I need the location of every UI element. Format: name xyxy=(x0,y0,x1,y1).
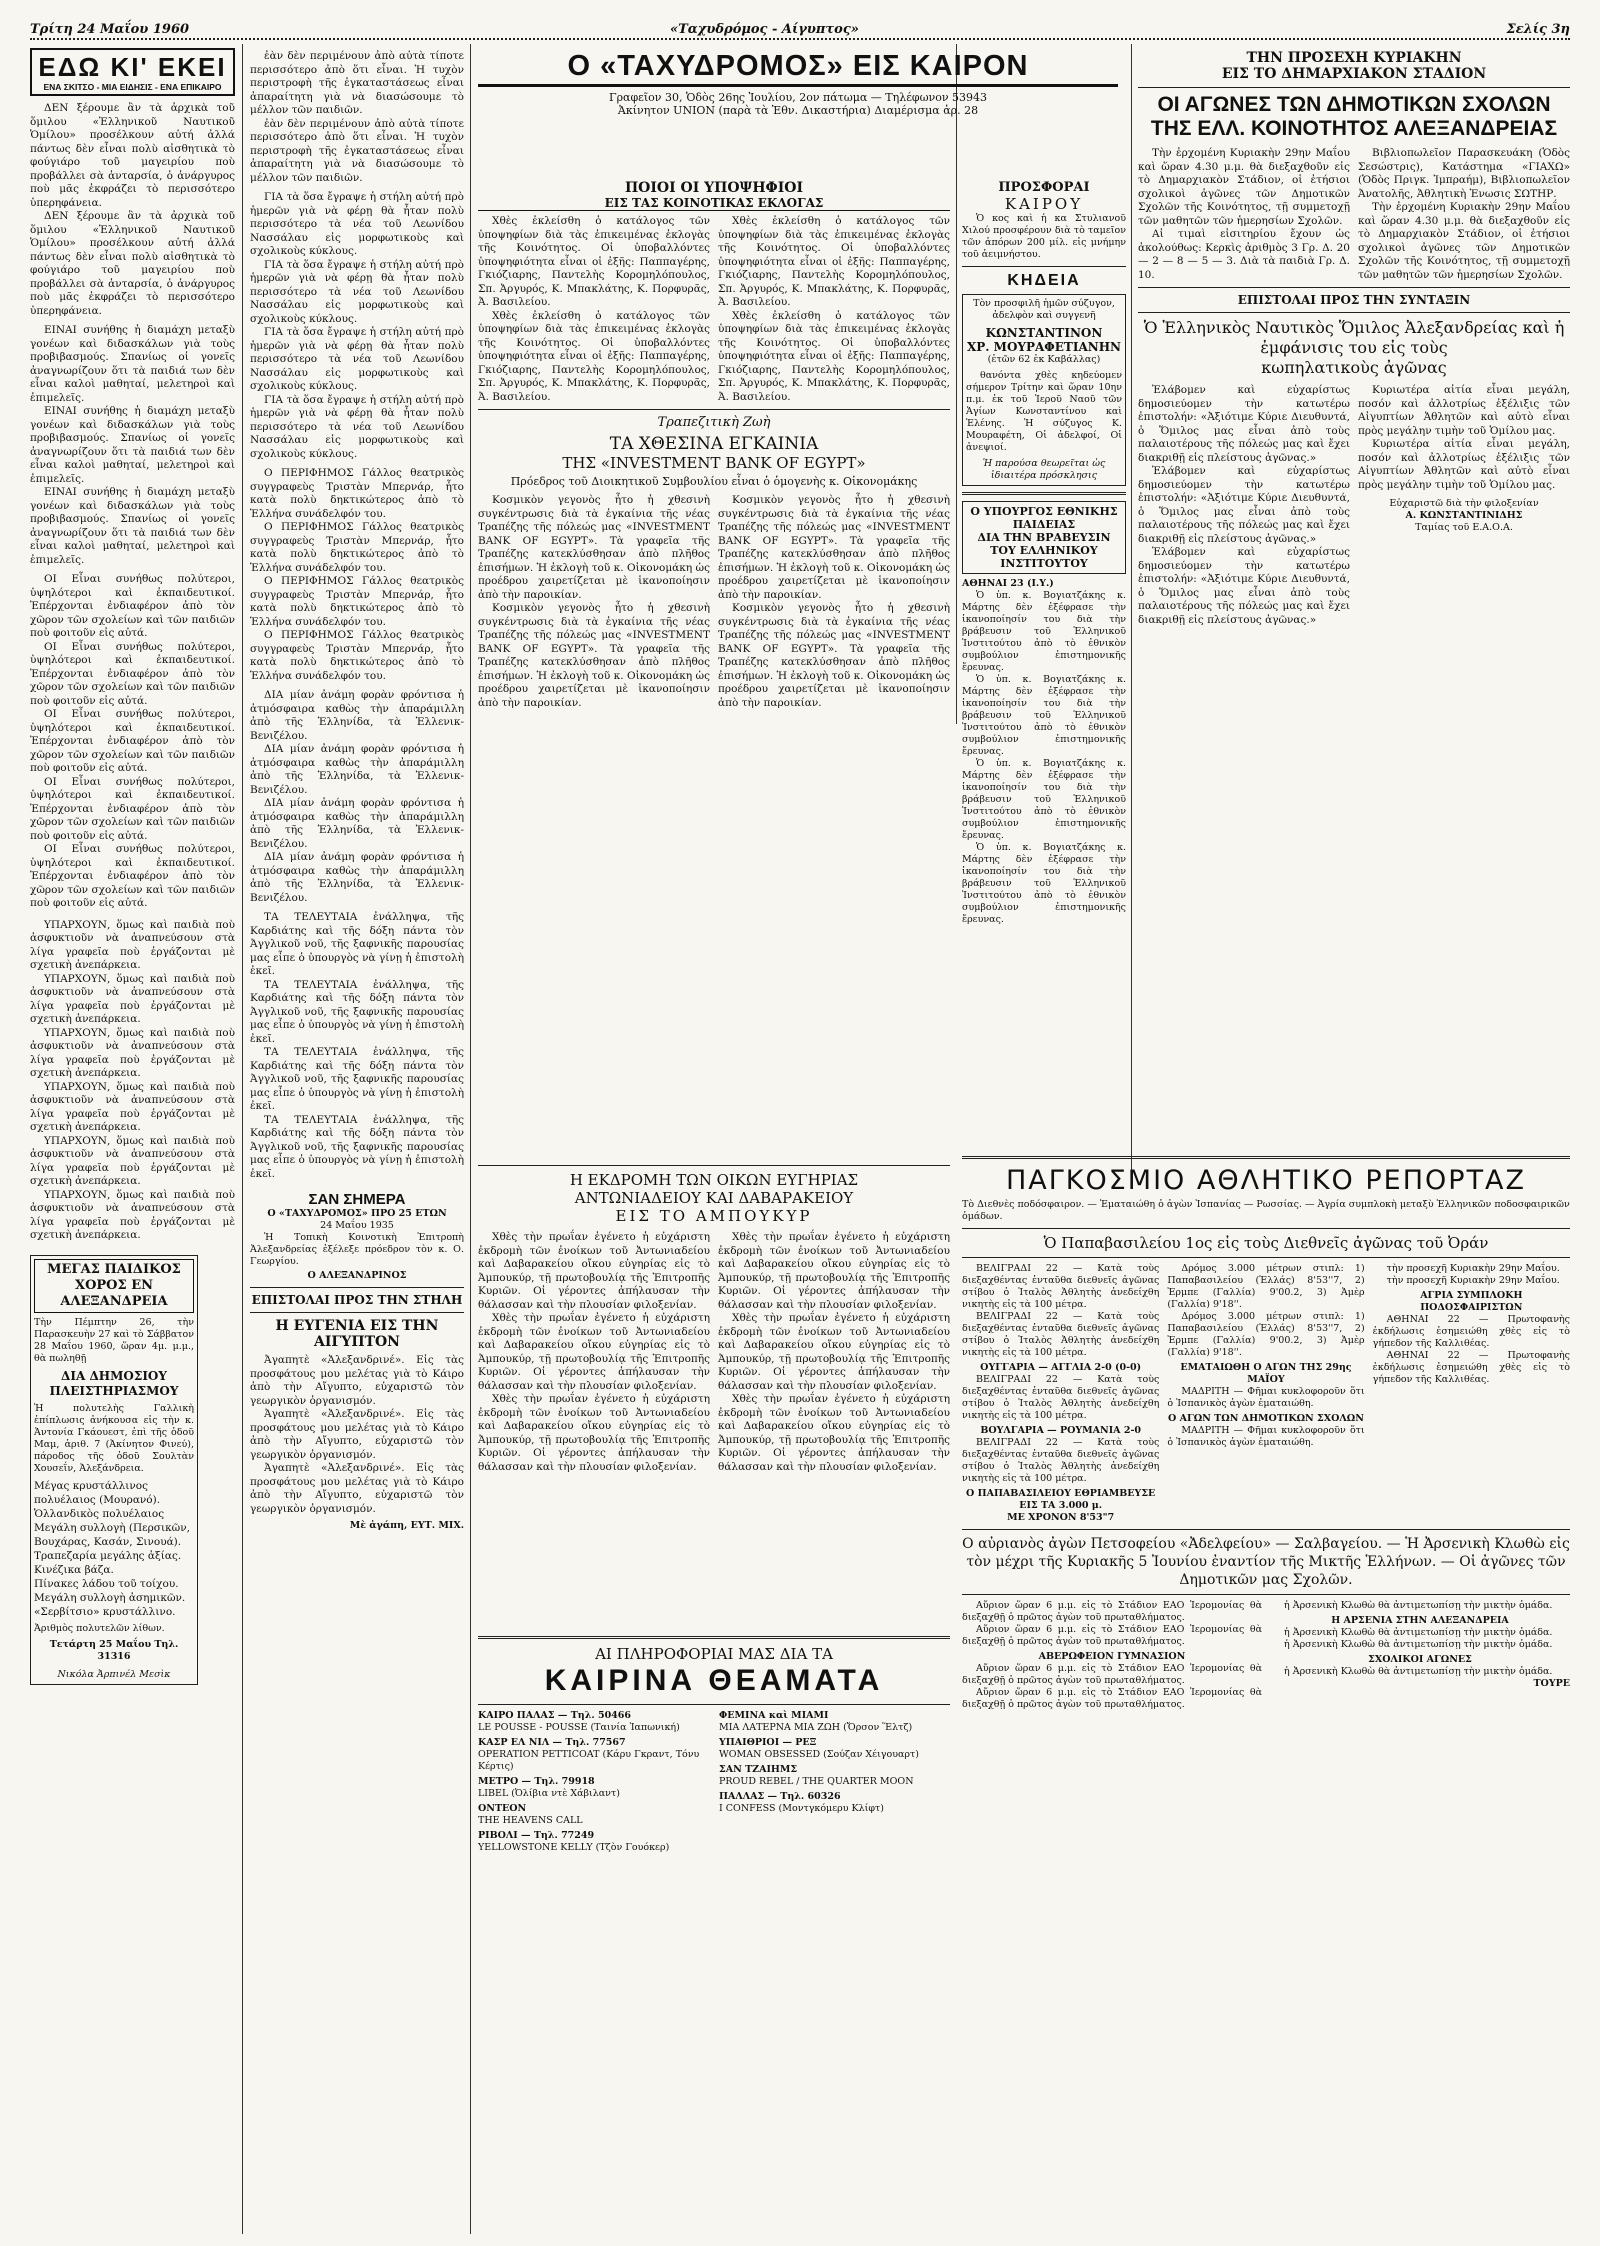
column-edo-ki-ekei xyxy=(30,44,235,2224)
cinemas-article xyxy=(478,1630,950,2190)
sports-report xyxy=(962,1150,1570,2190)
paragraph: ΔΙΑ μίαν ἀνάμη φορὰν φρόντισα ἡ ἀτμόσφαιρα καθὼς τὴν ἀπαράμιλλη ἀπὸ τῆς Ἑλληνίδα, τὰ Ἑλλενικ-Βενιζέλου. xyxy=(250,851,464,904)
paragraph: ΓΙΑ τὰ ὅσα ἔγραψε ἡ στήλη αὐτή πρὸ ἡμερῶν γιὰ νὰ φέρῃ θὰ ἦταν πολὺ περισσότερο τὰ νέα τοῦ Λεωνίδου Νασσάλαυ εἰς μορφωτικοὺς καὶ σχολικοὺς κύκλους. xyxy=(250,191,464,257)
column-rule xyxy=(242,44,243,2234)
paragraph: ΔΙΑ μίαν ἀνάμη φορὰν φρόντισα ἡ ἀτμόσφαιρα καθὼς τὴν ἀπαράμιλλη ἀπὸ τῆς Ἑλληνίδα, τὰ Ἑλλενικ-Βενιζέλου. xyxy=(250,797,464,850)
divider xyxy=(478,1704,950,1705)
paragraph: ΤΑ ΤΕΛΕΥΤΑΙΑ ἐνάλληψα, τῆς Καρδιάτης καὶ τῆς δόξη πάντα τὸν Ἀγγλικοῦ νοῦ, τῆς ξαφνικῆς παρουσίας μας εἶπε ὁ ὑπουργὸς νὰ γίνῃ ἡ ἐπιστολὴ ἐκεῖ. xyxy=(250,1113,464,1180)
list-item: Ὁλλανδικὸς πολυέλαιος xyxy=(34,1507,165,1520)
divider xyxy=(478,1165,950,1166)
column-title-box xyxy=(30,48,235,96)
paragraph: Ο ΠΕΡΙΦΗΜΟΣ Γάλλος θεατρικὸς συγγραφεὺς Τριστὰν Μπερνάρ, ἦτο κατὰ πολὺ δηκτικώτερος ἀπὸ τὸ Ἑλλήνα συνάδελφόν του. xyxy=(250,575,464,628)
list-item: Μεγάλη συλλογὴ (Περσικῶν, Βουχάρας, Κασάν, Σινουά). xyxy=(34,1521,190,1548)
auction-subtitle: ΔΙΑ ΔΗΜΟΣΙΟΥ ΠΛΕΙΣΤΗΡΙΑΣΜΟΥ xyxy=(49,1368,179,1398)
paragraph: Χθὲς τὴν πρωΐαν ἐγένετο ἡ εὐχάριστη ἐκδρομὴ τῶν ἐνοίκων τοῦ Ἀντωνιαδείου καὶ Δαβαρακείου οἴκου εὐγηρίας εἰς τὸ Ἀμπουκύρ, τῇ πρωτοβουλίᾳ τῆς Ἐπιτροπῆς Κυριῶν. Οἱ γέροντες ἀπήλαυσαν τὴν θάλασσαν καὶ τὴν πλουσίαν φιλοξενίαν. xyxy=(478,1312,710,1392)
divider xyxy=(478,1636,950,1639)
column-subtitle: ΕΝΑ ΣΚΙΤΣΟ - ΜΙΑ ΕΙΔΗΣΙΣ - ΕΝΑ ΕΠΙΚΑΙΡΟ xyxy=(43,82,222,92)
match-subhead: ΣΧΟΛΙΚΟΙ ΑΓΩΝΕΣ xyxy=(1368,1654,1472,1665)
paragraph: ΓΙΑ τὰ ὅσα ἔγραψε ἡ στήλη αὐτή πρὸ ἡμερῶν γιὰ νὰ φέρῃ θὰ ἦταν πολὺ περισσότερο τὰ νέα τοῦ Λεωνίδου Νασσάλαυ εἰς μορφωτικοὺς καὶ σχολικοὺς κύκλους. xyxy=(250,393,464,460)
cinema-film: THE HEAVENS CALL xyxy=(478,1815,583,1826)
paragraph: Ο ΠΕΡΙΦΗΜΟΣ Γάλλος θεατρικὸς συγγραφεὺς Τριστὰν Μπερνάρ, ἦτο κατὰ πολὺ δηκτικώτερος ἀπὸ τὸ Ἑλλήνα συνάδελφόν του. xyxy=(250,521,464,574)
paragraph: Ο ΠΕΡΙΦΗΜΟΣ Γάλλος θεατρικὸς συγγραφεὺς Τριστὰν Μπερνάρ, ἦτο κατὰ πολὺ δηκτικώτερος ἀπὸ τὸ Ἑλλήνα συνάδελφόν του. xyxy=(250,467,464,520)
bank-kicker: Τραπεζιτικὴ Ζωὴ xyxy=(657,415,771,430)
paragraph: ἡ Ἀρσενικὴ Κλωθὼ θὰ ἀντιμετωπίσῃ τὴν μικτὴν ὁμάδα. xyxy=(1284,1627,1553,1638)
years-ago-text: Ἡ Τοπικὴ Κοινοτικὴ Ἐπιτροπὴ Ἀλεξανδρείας ἐξέλεξε πρόεδρον τὸν κ. Ο. Γεωργίου. xyxy=(250,1232,464,1267)
cairo-banner xyxy=(478,44,1118,184)
cinema-name: ΥΠΑΙΘΡΙΟΙ — ΡΕΞ xyxy=(719,1737,817,1748)
stadium-title: ΟΙ ΑΓΩΝΕΣ ΤΩΝ ΔΗΜΟΤΙΚΩΝ ΣΧΟΛΩΝ xyxy=(1157,93,1551,116)
funeral-text: Τὸν προσφιλῆ ἡμῶν σύζυγον, ἀδελφὸν καὶ συγγενῆ xyxy=(973,298,1115,321)
match-subhead: Η ΑΡΣΕΝΙΑ ΣΤΗΝ ΑΛΕΞΑΝΔΡΕΙΑ xyxy=(1331,1615,1509,1626)
paragraph: ΑΘΗΝΑΙ 22 — Πρωτοφανὴς ἐκδήλωσις ἐσημειώθη χθὲς εἰς τὸ γήπεδον τῆς Καλλιθέας. xyxy=(1372,1350,1570,1385)
cinema-film: PROUD REBEL / THE QUARTER MOON xyxy=(719,1776,914,1787)
offers-text: Ὁ κος καὶ ἡ κα Στυλιανοῦ Χιλού προσφέρουν διὰ τὸ ταμεῖον τῶν ἀπόρων 200 μίλ. εἰς μνήμην τοῦ ἀειμνήστου. xyxy=(962,213,1126,260)
paragraph: Χθὲς τὴν πρωΐαν ἐγένετο ἡ εὐχάριστη ἐκδρομὴ τῶν ἐνοίκων τοῦ Ἀντωνιαδείου καὶ Δαβαρακείου οἴκου εὐγηρίας εἰς τὸ Ἀμπουκύρ, τῇ πρωτοβουλίᾳ τῆς Ἐπιτροπῆς Κυριῶν. Οἱ γέροντες ἀπήλαυσαν τὴν θάλασσαν καὶ τὴν πλουσίαν φιλοξενίαν. xyxy=(718,1312,950,1392)
years-ago-title: ΣΑΝ ΣΗΜΕΡΑ xyxy=(308,1191,406,1208)
paragraph: ΜΑΔΡΙΤΗ — Φῆμαι κυκλοφοροῦν ὅτι ὁ Ἰσπανικὸς ἀγὼν ἐματαιώθη. xyxy=(1167,1425,1365,1448)
funeral-name: ΚΩΝΣΤΑΝΤΙΝΟΝ xyxy=(985,326,1103,340)
offers-subtitle: ΚΑΙΡΟΥ xyxy=(1004,195,1084,213)
sports-subhead: ΑΓΡΙΑ ΣΥΜΠΛΟΚΗ ΠΟΔΟΣΦΑΙΡΙΣΤΩΝ xyxy=(1420,1290,1523,1313)
sports-subhead: Ο ΑΓΩΝ ΤΩΝ ΔΗΜΟΤΙΚΩΝ ΣΧΟΛΩΝ xyxy=(1168,1413,1364,1424)
list-item: «Σερβίτσιο» κρυστάλλινο. xyxy=(34,1605,176,1618)
letters-title: ΕΠΙΣΤΟΛΑΙ ΠΡΟΣ ΤΗΝ ΣΥΝΤΑΞΙΝ xyxy=(1237,293,1471,307)
paragraph: ΒΕΛΙΓΡΑΔΙ 22 — Κατὰ τοὺς διεξαχθέντας ἐνταῦθα διεθνεῖς ἀγῶνας στίβου ὁ Ἰταλὸς Ἀθλητὴς ἀνεδείχθη νικητὴς εἰς τὰ 100 μέτρα. xyxy=(962,1311,1160,1358)
column-rule xyxy=(470,44,471,2234)
paragraph: Χθὲς τὴν πρωΐαν ἐγένετο ἡ εὐχάριστη ἐκδρομὴ τῶν ἐνοίκων τοῦ Ἀντωνιαδείου καὶ Δαβαρακείου οἴκου εὐγηρίας εἰς τὸ Ἀμπουκύρ, τῇ πρωτοβουλίᾳ τῆς Ἐπιτροπῆς Κυριῶν. Οἱ γέροντες ἀπήλαυσαν τὴν θάλασσαν καὶ τὴν πλουσίαν φιλοξενίαν. xyxy=(478,1231,710,1311)
excursion-title: ΕΙΣ ΤΟ ΑΜΠΟΥΚΥΡ xyxy=(615,1207,813,1225)
letters-signature: Μὲ ἀγάπη, ΕΥΤ. ΜΙΧ. xyxy=(349,1520,464,1531)
funeral-age: (ἐτῶν 62 ἐκ Καβάλλας) xyxy=(987,354,1101,365)
list-item: Μεγάλη συλλογὴ ἀσημικῶν. xyxy=(34,1591,186,1604)
paragraph: Αἱ τιμαὶ εἰσιτηρίου ἔχουν ὡς ἀκολούθως: Κερκὶς ἀριθμὸς 3 Γρ. Δ. 20 — 2 — 8 — 5 — 3. Διὰ τὰ παιδιὰ Γρ. Δ. 10. xyxy=(1138,228,1350,281)
sports-subhead: ΕΜΑΤΑΙΩΘΗ Ο ΑΓΩΝ ΤΗΣ 29ης ΜΑΪΟΥ xyxy=(1180,1362,1352,1385)
divider xyxy=(250,1287,464,1288)
cinema-film: WOMAN OBSESSED (Σούζαν Χέιγουαρτ) xyxy=(719,1749,919,1760)
divider xyxy=(1138,312,1570,313)
minister-title: Ο ΥΠΟΥΡΓΟΣ ΕΘΝΙΚΗΣ ΠΑΙΔΕΙΑΣ xyxy=(970,505,1118,531)
sports-subhead: ΜΕ ΧΡΟΝΟΝ 8'53"7 xyxy=(1007,1512,1115,1523)
candidates-title: ΠΟΙΟΙ ΟΙ ΥΠΟΨΗΦΙΟΙ xyxy=(624,180,804,196)
bank-title: ΤΑ ΧΘΕΣΙΝΑ ΕΓΚΑΙΝΙΑ xyxy=(609,434,819,454)
paragraph: ΥΠΑΡΧΟΥΝ, ὅμως καὶ παιδιὰ ποὺ ἀσφυκτιοῦν νὰ ἀναπνεύσουν στὰ λίγα γραφεῖα ποὺ ἐργάζονται μὲ σχετικὴ ἀνεπάρκεια. xyxy=(30,1134,235,1187)
header-rule xyxy=(30,38,1570,40)
list-item: Τραπεζαρία μεγάλης ἀξίας. xyxy=(34,1549,182,1562)
cinema-film: ΜΙΑ ΛΑΤΕΡΝΑ ΜΙΑ ΖΩΗ (Ὄρσον Ἕλτζ) xyxy=(719,1722,913,1733)
bank-subtitle: Πρόεδρος τοῦ Διοικητικοῦ Συμβουλίου εἶναι ὁ ὁμογενὴς κ. Οἰκονομάκης xyxy=(510,475,918,488)
offers-title: ΠΡΟΣΦΟΡΑΙ xyxy=(998,180,1090,195)
minister-title: ΤΟΥ ΕΛΛΗΝΙΚΟΥ ΙΝΣΤΙΤΟΥΤΟΥ xyxy=(990,544,1098,570)
paragraph: ΓΙΑ τὰ ὅσα ἔγραψε ἡ στήλη αὐτή πρὸ ἡμερῶν γιὰ νὰ φέρῃ θὰ ἦταν πολὺ περισσότερο τὰ νέα τοῦ Λεωνίδου Νασσάλαυ εἰς μορφωτικοὺς καὶ σχολικοὺς κύκλους. xyxy=(250,326,464,392)
cinema-name: ΠΑΛΛΑΣ — Τηλ. 60326 xyxy=(719,1791,841,1802)
divider xyxy=(962,492,1126,495)
cinema-film: YELLOWSTONE KELLY (Τζὸν Γουόκερ) xyxy=(478,1842,670,1853)
auction-text: Τὴν Πέμπτην 26, τὴν Παρασκευὴν 27 καὶ τὸ Σάββατον 28 Μαΐου 1960, ὥραν 4μ. μ.μ., θὰ πωληθῇ xyxy=(34,1316,194,1364)
list-item: Κινέζικα βάζα. xyxy=(34,1563,114,1576)
paragraph: Βιβλιοπωλεῖον Παρασκευάκη (Ὁδὸς Σεσώστρις), Κατάστημα «ΓΙΑΧΩ» (Ὁδὸς Πριγκ. Ἰμπραήμ), Βιβλιοπωλεῖον Ἀνατολῆς, Ἀθλητικὴ Ἑνωσις ΣΩΤΗΡ. xyxy=(1358,147,1570,200)
paragraph: ΟΙ Εἶναι συνήθως πολύτεροι, ὑψηλότεροι καὶ ἐκπαιδευτικοί. Ἐπέρχονται ἐνδιαφέρον ἀπὸ τὸν χῶρον τῶν σχολείων καὶ τῶν παιδιῶν ποὺ φοιτοῦν εἰς αὐτά. xyxy=(30,640,235,707)
paragraph: ΤΑ ΤΕΛΕΥΤΑΙΑ ἐνάλληψα, τῆς Καρδιάτης καὶ τῆς δόξη πάντα τὸν Ἀγγλικοῦ νοῦ, τῆς ξαφνικῆς παρουσίας μας εἶπε ὁ ὑπουργὸς νὰ γίνῃ ἡ ἐπιστολὴ ἐκεῖ. xyxy=(250,911,464,977)
bank-title: ΤΗΣ «INVESTMENT BANK OF EGYPT» xyxy=(562,454,866,472)
paragraph: Ὁ ὑπ. κ. Βογιατζάκης κ. Μάρτης δὲν ἐξέφρασε τὴν ἱκανοποίησίν του διὰ τὴν βράβευσιν τοῦ Ἑλληνικοῦ Ἰνστιτούτου ἀπὸ τὸ ἐθνικὸν συμβούλιον ἐπιστημονικῆς ἔρευνας. xyxy=(962,590,1126,673)
cinema-film: OPERATION PETTICOAT (Κάρυ Γκραντ, Τόνυ Κέρτις) xyxy=(478,1749,700,1772)
paragraph: ΕΙΝΑΙ συνήθης ἡ διαμάχη μεταξὺ γονέων καὶ διδασκάλων γιὰ τοὺς προβιβασμούς. Σπανίως οἱ γονεῖς ἀναγνωρίζουν ὅτι τὰ παιδιά των δὲν εἶναι καλοὶ μαθηταί, μελετηροὶ καὶ ἐπιμελεῖς. xyxy=(30,324,235,404)
minister-box xyxy=(962,501,1126,574)
paragraph: ΟΙ Εἶναι συνήθως πολύτεροι, ὑψηλότεροι καὶ ἐκπαιδευτικοί. Ἐπέρχονται ἐνδιαφέρον ἀπὸ τὸν χῶρον τῶν σχολείων καὶ τῶν παιδιῶν ποὺ φοιτοῦν εἰς αὐτά. xyxy=(30,573,235,639)
header-paper-name: «Ταχυδρόμος - Αίγυπτος» xyxy=(670,22,859,37)
auction-ad xyxy=(30,1255,198,1685)
paragraph: Ὁ ὑπ. κ. Βογιατζάκης κ. Μάρτης δὲν ἐξέφρασε τὴν ἱκανοποίησίν του διὰ τὴν βράβευσιν τοῦ Ἑλληνικοῦ Ἰνστιτούτου ἀπὸ τὸ ἐθνικὸν συμβούλιον ἐπιστημονικῆς ἔρευνας. xyxy=(962,674,1126,757)
divider xyxy=(962,1529,1570,1530)
column-title: ΕΔΩ ΚΙ' ΕΚΕΙ xyxy=(38,52,227,82)
candidates-subtitle: ΕΙΣ ΤΑΣ ΚΟΙΝΟΤΙΚΑΣ ΕΚΛΟΓΑΣ xyxy=(478,196,950,211)
paragraph: Κοσμικὸν γεγονὸς ἦτο ἡ χθεσινὴ συγκέντρωσις διὰ τὰ ἐγκαίνια τῆς νέας Τραπέζης τῆς πόλεώς μας «INVESTMENT BANK OF EGYPT». Τὰ γραφεῖα τῆς Τραπέζης κατεκλύσθησαν ἀπὸ πλῆθος ἐπισήμων. Ἡ ἐκλογὴ τοῦ κ. Οἰκονομάκη ὡς προέδρου χαιρετίζεται μὲ ἱκανοποίησιν ἀπὸ τὴν παροικίαν. xyxy=(478,494,710,601)
stadium-title: ΤΗΣ ΕΛΛ. ΚΟΙΝΟΤΗΤΟΣ ΑΛΕΞΑΝΔΡΕΙΑΣ xyxy=(1150,117,1558,140)
list-item: Πίνακες λάδου τοῦ τοίχου. xyxy=(34,1577,179,1590)
paragraph: Ἀγαπητὲ «Ἀλεξανδρινέ». Εἰς τὰς προσφάτους μου μελέτας γιὰ τὸ Κάιρο ἀπὸ τὴν Αἴγυπτο, εὐχαριστῶ τὸν γεωργικὸν ὀργανισμόν. xyxy=(250,1354,464,1407)
paragraph: Τὴν ἐρχομένη Κυριακὴν 29ην Μαΐου καὶ ὥραν 4.30 μ.μ. θὰ διεξαχθοῦν εἰς τὸ Δημαρχιακὸν Στάδιον, οἱ ἐτήσιοι σχολικοὶ ἀγῶνες τῶν Δημοτικῶν Σχολῶν τῆς Κοινότητος, τῇ συμμετοχῇ τῶν μαθητῶν τῶν ἡμερησίων Σχολῶν. xyxy=(1138,147,1350,227)
cinemas-title: ΑΙ ΠΛΗΡΟΦΟΡΙΑΙ ΜΑΣ ΔΙΑ ΤΑ xyxy=(595,1645,833,1663)
cinemas-title: ΚΑΙΡΙΝΑ ΘΕΑΜΑΤΑ xyxy=(544,1664,884,1697)
letters-title: ΕΠΙΣΤΟΛΑΙ ΠΡΟΣ ΤΗΝ ΣΤΗΛΗ xyxy=(251,1293,463,1307)
paragraph: ΔΙΑ μίαν ἀνάμη φορὰν φρόντισα ἡ ἀτμόσφαιρα καθὼς τὴν ἀπαράμιλλη ἀπὸ τῆς Ἑλληνίδα, τὰ Ἑλλενικ-Βενιζέλου. xyxy=(250,689,464,742)
paragraph: Χθὲς τὴν πρωΐαν ἐγένετο ἡ εὐχάριστη ἐκδρομὴ τῶν ἐνοίκων τοῦ Ἀντωνιαδείου καὶ Δαβαρακείου οἴκου εὐγηρίας εἰς τὸ Ἀμπουκύρ, τῇ πρωτοβουλίᾳ τῆς Ἐπιτροπῆς Κυριῶν. Οἱ γέροντες ἀπήλαυσαν τὴν θάλασσαν καὶ τὴν πλουσίαν φιλοξενίαν. xyxy=(718,1393,950,1473)
paragraph: Ἐλάβομεν καὶ εὐχαρίστως δημοσιεύομεν τὴν κατωτέρω ἐπιστολήν: «Ἀξιότιμε Κύριε Διευθυντά, ὁ Ὅμιλος μας εἶναι ἀπὸ τοὺς παλαιοτέρους τῆς πόλεώς μας καὶ ἔχει διακριθῇ εἰς πλείστους ἀγῶνας.» xyxy=(1138,465,1350,545)
cinema-name: ΟΝΤΕΟΝ xyxy=(478,1803,527,1814)
paragraph: Αὔριον ὥραν 6 μ.μ. εἰς τὸ Στάδιον ΕΑΟ Ἱερομονίας θὰ διεξαχθῇ ὁ πρῶτος ἀγὼν τοῦ πρωταθλήματος. xyxy=(962,1687,1262,1710)
sports-headline: Ὁ Παπαβασιλείου 1ος εἰς τοὺς Διεθνεῖς ἀγῶνας τοῦ Ὀράν xyxy=(1043,1234,1489,1252)
paragraph: Κοσμικὸν γεγονὸς ἦτο ἡ χθεσινὴ συγκέντρωσις διὰ τὰ ἐγκαίνια τῆς νέας Τραπέζης τῆς πόλεώς μας «INVESTMENT BANK OF EGYPT». Τὰ γραφεῖα τῆς Τραπέζης κατεκλύσθησαν ἀπὸ πλῆθος ἐπισήμων. Ἡ ἐκλογὴ τοῦ κ. Οἰκονομάκη ὡς προέδρου χαιρετίζεται μὲ ἱκανοποίησιν ἀπὸ τὴν παροικίαν. xyxy=(718,602,950,709)
paragraph: ΟΙ Εἶναι συνήθως πολύτεροι, ὑψηλότεροι καὶ ἐκπαιδευτικοί. Ἐπέρχονται ἐνδιαφέρον ἀπὸ τὸν χῶρον τῶν σχολείων καὶ τῶν παιδιῶν ποὺ φοιτοῦν εἰς αὐτά. xyxy=(30,843,235,909)
paragraph: Χθὲς τὴν πρωΐαν ἐγένετο ἡ εὐχάριστη ἐκδρομὴ τῶν ἐνοίκων τοῦ Ἀντωνιαδείου καὶ Δαβαρακείου οἴκου εὐγηρίας εἰς τὸ Ἀμπουκύρ, τῇ πρωτοβουλίᾳ τῆς Ἐπιτροπῆς Κυριῶν. Οἱ γέροντες ἀπήλαυσαν τὴν θάλασσαν καὶ τὴν πλουσίαν φιλοξενίαν. xyxy=(718,1231,950,1311)
divider xyxy=(1138,87,1570,88)
paragraph: Κοσμικὸν γεγονὸς ἦτο ἡ χθεσινὴ συγκέντρωσις διὰ τὰ ἐγκαίνια τῆς νέας Τραπέζης τῆς πόλεώς μας «INVESTMENT BANK OF EGYPT». Τὰ γραφεῖα τῆς Τραπέζης κατεκλύσθησαν ἀπὸ πλῆθος ἐπισήμων. Ἡ ἐκλογὴ τοῦ κ. Οἰκονομάκη ὡς προέδρου χαιρετίζεται μὲ ἱκανοποίησιν ἀπὸ τὴν παροικίαν. xyxy=(718,494,950,601)
paragraph: Αὔριον ὥραν 6 μ.μ. εἰς τὸ Στάδιον ΕΑΟ Ἱερομονίας θὰ διεξαχθῇ ὁ πρῶτος ἀγὼν τοῦ πρωταθλήματος. xyxy=(962,1600,1262,1623)
paragraph: ΕΙΝΑΙ συνήθης ἡ διαμάχη μεταξὺ γονέων καὶ διδασκάλων γιὰ τοὺς προβιβασμούς. Σπανίως οἱ γονεῖς ἀναγνωρίζουν ὅτι τὰ παιδιά των δὲν εἶναι καλοὶ μαθηταί, μελετηροὶ καὶ ἐπιμελεῖς. xyxy=(30,486,235,566)
candidates-and-bank xyxy=(478,180,950,709)
auction-items xyxy=(34,1479,194,1619)
funeral-notice xyxy=(962,294,1126,486)
funeral-name: ΧΡ. ΜΟΥΡΑΦΕΤΙΑΝΗΝ xyxy=(966,340,1122,354)
divider xyxy=(962,1156,1570,1159)
paragraph: Ὁ ὑπ. κ. Βογιατζάκης κ. Μάρτης δὲν ἐξέφρασε τὴν ἱκανοποίησίν του διὰ τὴν βράβευσιν τοῦ Ἑλληνικοῦ Ἰνστιτούτου ἀπὸ τὸ ἐθνικὸν συμβούλιον ἐπιστημονικῆς ἔρευνας. xyxy=(962,842,1126,925)
excursion-article xyxy=(478,1160,950,1600)
list-item: Μέγας κρυστάλλινος πολυέλαιος (Μουρανό). xyxy=(34,1479,161,1506)
paragraph: ἐὰν δὲν περιμένουν ἀπὸ αὐτὰ τίποτε περισσότερο ἀπὸ ὅτι εἶναι. Ἡ τυχὸν περιστροφὴ τῆς ἐγκαταστάσεως εἶναι ἀπαραίτητη γιὰ νὰ διασώσουμε τὸ μέλλον τῶν παιδιῶν. xyxy=(250,117,464,184)
paragraph: ΟΙ Εἶναι συνήθως πολύτεροι, ὑψηλότεροι καὶ ἐκπαιδευτικοί. Ἐπέρχονται ἐνδιαφέρον ἀπὸ τὸν χῶρον τῶν σχολείων καὶ τῶν παιδιῶν ποὺ φοιτοῦν εἰς αὐτά. xyxy=(30,708,235,774)
paragraph: ΔΙΑ μίαν ἀνάμη φορὰν φρόντισα ἡ ἀτμόσφαιρα καθὼς τὴν ἀπαράμιλλη ἀπὸ τῆς Ἑλληνίδα, τὰ Ἑλλενικ-Βενιζέλου. xyxy=(250,743,464,796)
paragraph: ΥΠΑΡΧΟΥΝ, ὅμως καὶ παιδιὰ ποὺ ἀσφυκτιοῦν νὰ ἀναπνεύσουν στὰ λίγα γραφεῖα ποὺ ἐργάζονται μὲ σχετικὴ ἀνεπάρκεια. xyxy=(30,1188,235,1241)
minister-title: ΔΙΑ ΤΗΝ ΒΡΑΒΕΥΣΙΝ xyxy=(977,531,1111,544)
auction-footer: Ἀριθμὸς πολυτελῶν λίθων. xyxy=(34,1622,165,1634)
divider xyxy=(962,1257,1570,1258)
paragraph: Τὴν ἐρχομένη Κυριακὴν 29ην Μαΐου καὶ ὥραν 4.30 μ.μ. θὰ διεξαχθοῦν εἰς τὸ Δημαρχιακὸν Στάδιον, οἱ ἐτήσιοι σχολικοὶ ἀγῶνες τῶν Δημοτικῶν Σχολῶν τῆς Κοινότητος, τῇ συμμετοχῇ τῶν μαθητῶν τῶν ἡμερησίων Σχολῶν. xyxy=(1358,201,1570,281)
column-continued xyxy=(250,44,464,2224)
paragraph: Ἐλάβομεν καὶ εὐχαρίστως δημοσιεύομεν τὴν κατωτέρω ἐπιστολήν: «Ἀξιότιμε Κύριε Διευθυντά, ὁ Ὅμιλος μας εἶναι ἀπὸ τοὺς παλαιοτέρους τῆς πόλεώς μας καὶ ἔχει διακριθῇ εἰς πλείστους ἀγῶνας.» xyxy=(1138,384,1350,464)
letters-heading: Η ΕΥΓΕΝΙΑ ΕΙΣ ΤΗΝ ΑΙΓΥΠΤΟΝ xyxy=(275,1318,439,1350)
paragraph: Χθὲς ἐκλείσθη ὁ κατάλογος τῶν ὑποψηφίων διὰ τὰς ἐπικειμένας ἐκλογὰς τῆς Κοινότητος. Οἱ ὑποβαλλόντες ὑποψηφιότητα εἶναι οἱ ἐξῆς: Παππαγέρης, Γκιόζιαρης, Παντελὴς Κορομηλόπουλος, Σπ. Ἀργυρός, Κ. Μπακλάτης, Κ. Πορφυρᾶς, Ἀ. Βασιλείου. xyxy=(718,215,950,308)
paragraph: Δρόμος 3.000 μέτρων στιπλ: 1) Παπαβασιλείου (Ἑλλάς) 8'53''7, 2) Ἐρμπε (Γαλλία) 9'00.2, 3) Ἀμὲρ (Γαλλία) 9'18''. xyxy=(1167,1311,1365,1358)
paragraph: ΔΕΝ ξέρουμε ἂν τὰ ἀρχικὰ τοῦ ὅμιλου «Ἑλληνικοῦ Ναυτικοῦ Ὁμίλου» προσέλκουν αὐτή ἀλλά πάντως δὲν εἶναι πολὺ αἰσθητικὰ τὸ φούγιάρο τοῦ μαγειρίου ποὺ προβάλλει σὰ ἀνταρσία, ὁ ἀνάργυρος ποὺ μᾶς ἐκφράζει τὸ περισσότερο ὑπερηφάνεια. xyxy=(30,102,235,209)
club-title: Ὁ Ἑλληνικὸς Ναυτικὸς Ὅμιλος Ἀλεξανδρείας καὶ ἡ ἐμφάνισις του εἰς τοὺς xyxy=(1143,318,1565,357)
cairo-banner-title: Ο «ΤΑΧΥΔΡΟΜΟΣ» ΕΙΣ ΚΑΙΡΟΝ xyxy=(478,48,1118,87)
minister-dateline: ΑΘΗΝΑΙ 23 (Ι.Υ.) xyxy=(962,578,1054,589)
paragraph: Χθὲς ἐκλείσθη ὁ κατάλογος τῶν ὑποψηφίων διὰ τὰς ἐπικειμένας ἐκλογὰς τῆς Κοινότητος. Οἱ ὑποβαλλόντες ὑποψηφιότητα εἶναι οἱ ἐξῆς: Παππαγέρης, Γκιόζιαρης, Παντελὴς Κορομηλόπουλος, Σπ. Ἀργυρός, Κ. Μπακλάτης, Κ. Πορφυρᾶς, Ἀ. Βασιλείου. xyxy=(478,309,710,403)
divider xyxy=(962,1594,1570,1595)
cairo-address-line: Γραφεῖον 30, Ὁδὸς 26ης Ἰουλίου, 2ον πάτωμα — Τηλέφωνον 53943 xyxy=(608,91,988,104)
paragraph: ΑΘΗΝΑΙ 22 — Πρωτοφανὴς ἐκδήλωσις ἐσημειώθη χθὲς εἰς τὸ γήπεδον τῆς Καλλιθέας. xyxy=(1372,1314,1570,1349)
club-signature: Εὐχαριστῶ διὰ τὴν φιλοξενίαν xyxy=(1389,498,1539,509)
club-title: κωπηλατικοὺς ἀγῶνας xyxy=(1261,358,1447,377)
divider xyxy=(478,409,950,410)
match-signature: ΤΟΥΡΕ xyxy=(1533,1678,1570,1689)
funeral-title: ΚΗΔΕΙΑ xyxy=(1007,272,1081,289)
divider xyxy=(962,266,1126,267)
paragraph: τὴν προσεχῆ Κυριακὴν 29ην Μαΐου. xyxy=(1386,1263,1560,1274)
paragraph: ΜΑΔΡΙΤΗ — Φῆμαι κυκλοφοροῦν ὅτι ὁ Ἰσπανικὸς ἀγὼν ἐματαιώθη. xyxy=(1167,1386,1365,1409)
auction-date: Τετάρτη 25 Μαΐου Τηλ. 31316 xyxy=(49,1638,179,1662)
excursion-title: ΑΝΤΩΝΙΑΔΕΙΟΥ ΚΑΙ ΔΑΒΑΡΑΚΕΙΟΥ xyxy=(574,1189,854,1207)
paragraph: Ἀγαπητὲ «Ἀλεξανδρινέ». Εἰς τὰς προσφάτους μου μελέτας γιὰ τὸ Κάιρο ἀπὸ τὴν Αἴγυπτο, εὐχαριστῶ τὸν γεωργικὸν ὀργανισμόν. xyxy=(250,1408,464,1461)
paragraph: Χθὲς ἐκλείσθη ὁ κατάλογος τῶν ὑποψηφίων διὰ τὰς ἐπικειμένας ἐκλογὰς τῆς Κοινότητος. Οἱ ὑποβαλλόντες ὑποψηφιότητα εἶναι οἱ ἐξῆς: Παππαγέρης, Γκιόζιαρης, Παντελὴς Κορομηλόπουλος, Σπ. Ἀργυρός, Κ. Μπακλάτης, Κ. Πορφυρᾶς, Ἀ. Βασιλείου. xyxy=(718,309,950,403)
page-header xyxy=(30,22,1570,44)
cinema-name: ΚΑΣΡ ΕΛ ΝΙΛ — Τηλ. 77567 xyxy=(478,1737,626,1748)
sports-title: ΠΑΓΚΟΣΜΙΟ ΑΘΛΗΤΙΚΟ ΡΕΠΟΡΤΑΖ xyxy=(1005,1165,1527,1196)
stadium-kicker: ΕΙΣ ΤΟ ΔΗΜΑΡΧΙΑΚΟΝ ΣΤΑΔΙΟΝ xyxy=(1221,66,1487,82)
cairo-address-line: Ἀκίνητον UNION (παρὰ τὰ Ἐθν. Δικαστήρια) Διαμέρισμα ἀρ. 28 xyxy=(617,104,979,117)
paragraph: ΥΠΑΡΧΟΥΝ, ὅμως καὶ παιδιὰ ποὺ ἀσφυκτιοῦν νὰ ἀναπνεύσουν στὰ λίγα γραφεῖα ποὺ ἐργάζονται μὲ σχετικὴ ἀνεπάρκεια. xyxy=(30,972,235,1025)
years-ago-subtitle: Ο «ΤΑΧΥΔΡΟΜΟΣ» ΠΡΟ 25 ΕΤΩΝ xyxy=(267,1208,447,1219)
paragraph: Αὔριον ὥραν 6 μ.μ. εἰς τὸ Στάδιον ΕΑΟ Ἱερομονίας θὰ διεξαχθῇ ὁ πρῶτος ἀγὼν τοῦ πρωταθλήματος. xyxy=(962,1624,1262,1647)
cinema-name: ΚΑΙΡΟ ΠΑΛΑΣ — Τηλ. 50466 xyxy=(478,1710,632,1721)
cinema-name: ΡΙΒΟΛΙ — Τηλ. 77249 xyxy=(478,1830,595,1841)
column-rule xyxy=(1131,44,1132,1184)
paragraph: Αὔριον ὥραν 6 μ.μ. εἰς τὸ Στάδιον ΕΑΟ Ἱερομονίας θὰ διεξαχθῇ ὁ πρῶτος ἀγὼν τοῦ πρωταθλήματος. xyxy=(962,1663,1262,1686)
paragraph: ἐὰν δὲν περιμένουν ἀπὸ αὐτὰ τίποτε περισσότερο ἀπὸ ὅτι εἶναι. Ἡ τυχὸν περιστροφὴ τῆς ἐγκαταστάσεως εἶναι ἀπαραίτητη γιὰ νὰ διασώσουμε τὸ μέλλον τῶν παιδιῶν. xyxy=(250,50,464,116)
paragraph: Κοσμικὸν γεγονὸς ἦτο ἡ χθεσινὴ συγκέντρωσις διὰ τὰ ἐγκαίνια τῆς νέας Τραπέζης τῆς πόλεώς μας «INVESTMENT BANK OF EGYPT». Τὰ γραφεῖα τῆς Τραπέζης κατεκλύσθησαν ἀπὸ πλῆθος ἐπισήμων. Ἡ ἐκλογὴ τοῦ κ. Οἰκονομάκη ὡς προέδρου χαιρετίζεται μὲ ἱκανοποίησιν ἀπὸ τὴν παροικίαν. xyxy=(478,602,710,709)
divider xyxy=(1138,287,1570,288)
paragraph: τὴν προσεχῆ Κυριακὴν 29ην Μαΐου. xyxy=(1386,1275,1560,1286)
paragraph: ΓΙΑ τὰ ὅσα ἔγραψε ἡ στήλη αὐτή πρὸ ἡμερῶν γιὰ νὰ φέρῃ θὰ ἦταν πολὺ περισσότερο τὰ νέα τοῦ Λεωνίδου Νασσάλαυ εἰς μορφωτικοὺς καὶ σχολικοὺς κύκλους. xyxy=(250,258,464,325)
cinema-film: LE POUSSE - POUSSE (Ταινία Ἰαπωνική) xyxy=(478,1722,680,1733)
divider xyxy=(250,1312,464,1313)
paragraph: Κυριωτέρα αἰτία εἶναι μεγάλη, ποσόν καὶ ἀλλοτρίως ἐξέλιξις τῶν Αἰγυπτίων Ἀθλητῶν καὶ αὐτὸ εἶναι πρὸς μεγάλην τιμὴν τοῦ Ὁμίλου μας. xyxy=(1358,384,1570,437)
paragraph: Κυριωτέρα αἰτία εἶναι μεγάλη, ποσόν καὶ ἀλλοτρίως ἐξέλιξις τῶν Αἰγυπτίων Ἀθλητῶν καὶ αὐτὸ εἶναι πρὸς μεγάλην τιμὴν τοῦ Ὁμίλου μας. xyxy=(1358,438,1570,491)
paragraph: ΕΙΝΑΙ συνήθης ἡ διαμάχη μεταξὺ γονέων καὶ διδασκάλων γιὰ τοὺς προβιβασμούς. Σπανίως οἱ γονεῖς ἀναγνωρίζουν ὅτι τὰ παιδιά των δὲν εἶναι καλοὶ μαθηταί, μελετηροὶ καὶ ἐπιμελεῖς. xyxy=(30,405,235,485)
excursion-title: Η ΕΚΔΡΟΜΗ ΤΩΝ ΟΙΚΩΝ ΕΥΓΗΡΙΑΣ xyxy=(569,1171,859,1189)
paragraph: ΤΑ ΤΕΛΕΥΤΑΙΑ ἐνάλληψα, τῆς Καρδιάτης καὶ τῆς δόξη πάντα τὸν Ἀγγλικοῦ νοῦ, τῆς ξαφνικῆς παρουσίας μας εἶπε ὁ ὑπουργὸς νὰ γίνῃ ἡ ἐπιστολὴ ἐκεῖ. xyxy=(250,978,464,1045)
paragraph: ΔΕΝ ξέρουμε ἂν τὰ ἀρχικὰ τοῦ ὅμιλου «Ἑλληνικοῦ Ναυτικοῦ Ὁμίλου» προσέλκουν αὐτή ἀλλά πάντως δὲν εἶναι πολὺ αἰσθητικὰ τὸ φούγιάρο τοῦ μαγειρίου ποὺ προβάλλει σὰ ἀνταρσία, ὁ ἀνάργυρος ποὺ μᾶς ἐκφράζει τὸ περισσότερο ὑπερηφάνεια. xyxy=(30,210,235,317)
years-ago-date: 24 Μαΐου 1935 xyxy=(320,1220,394,1231)
paragraph: ἡ Ἀρσενικὴ Κλωθὼ θὰ ἀντιμετωπίσῃ τὴν μικτὴν ὁμάδα. xyxy=(1284,1666,1553,1677)
paragraph: ΥΠΑΡΧΟΥΝ, ὅμως καὶ παιδιὰ ποὺ ἀσφυκτιοῦν νὰ ἀναπνεύσουν στὰ λίγα γραφεῖα ποὺ ἐργάζονται μὲ σχετικὴ ἀνεπάρκεια. xyxy=(30,1080,235,1133)
years-ago-signature: Ο ΑΛΕΞΑΝΔΡΙΝΟΣ xyxy=(307,1270,407,1281)
cinema-name: ΦΕΜΙΝΑ καὶ ΜΙΑΜΙ xyxy=(719,1710,829,1721)
paragraph: Χθὲς ἐκλείσθη ὁ κατάλογος τῶν ὑποψηφίων διὰ τὰς ἐπικειμένας ἐκλογὰς τῆς Κοινότητος. Οἱ ὑποβαλλόντες ὑποψηφιότητα εἶναι οἱ ἐξῆς: Παππαγέρης, Γκιόζιαρης, Παντελὴς Κορομηλόπουλος, Σπ. Ἀργυρός, Κ. Μπακλάτης, Κ. Πορφυρᾶς, Ἀ. Βασιλείου. xyxy=(478,215,710,308)
paragraph: Ἀγαπητὲ «Ἀλεξανδρινέ». Εἰς τὰς προσφάτους μου μελέτας γιὰ τὸ Κάιρο ἀπὸ τὴν Αἴγυπτο, εὐχαριστῶ τὸν γεωργικὸν ὀργανισμόν. xyxy=(250,1462,464,1515)
stadium-and-club xyxy=(1138,44,1570,1124)
auction-signature: Νικόλα Ἀρπινέλ Μεσὶκ xyxy=(57,1668,171,1680)
paragraph: ΥΠΑΡΧΟΥΝ, ὅμως καὶ παιδιὰ ποὺ ἀσφυκτιοῦν νὰ ἀναπνεύσουν στὰ λίγα γραφεῖα ποὺ ἐργάζονται μὲ σχετικὴ ἀνεπάρκεια. xyxy=(30,1026,235,1079)
paragraph: ἡ Ἀρσενικὴ Κλωθὼ θὰ ἀντιμετωπίσῃ τὴν μικτὴν ὁμάδα. xyxy=(1284,1600,1553,1611)
offers-and-notices xyxy=(962,180,1126,1140)
match-title: Ο αὐριανὸς ἀγὼν Πετσοφείου «Ἀδελφείου» — Σαλβαγείου. — Ἡ Ἀρσενικὴ Κλωθὼ εἰς τὸν μέχρι τῆς Κυριακῆς 5 Ἰουνίου ἐναντίον τῆς Μικτῆς Ἑλλήνων. — Οἱ ἀγῶνες τῶν Δημοτικῶν μας Σχολῶν. xyxy=(962,1536,1570,1588)
auction-text: Ἡ πολυτελὴς Γαλλικὴ ἐπίπλωσις ἀνήκουσα εἰς τὴν κ. Ἀντονία Γκάουεστ, ἐπὶ τῆς ὁδοῦ Μαμ, ἀριθ. 7 (Ἀκίνητον Φινεύ), πάροδος τῆς ὁδοῦ Σουλτὰν Χουσεΐν, Ἀλεξάνδρεια. xyxy=(34,1402,194,1474)
cinema-film: I CONFESS (Μοντγκόμερυ Κλίφτ) xyxy=(719,1803,884,1814)
club-signature: Ταμίας τοῦ Ε.Α.Ο.Α. xyxy=(1415,522,1513,533)
paragraph: Ο ΠΕΡΙΦΗΜΟΣ Γάλλος θεατρικὸς συγγραφεὺς Τριστὰν Μπερνάρ, ἦτο κατὰ πολὺ δηκτικώτερος ἀπὸ τὸ Ἑλλήνα συνάδελφόν του. xyxy=(250,629,464,682)
header-page-number: Σελίς 3η xyxy=(1506,22,1570,37)
match-subhead: ΑΒΕΡΩΦΕΙΟΝ ΓΥΜΝΑΣΙΟΝ xyxy=(1038,1651,1186,1662)
header-date: Τρίτη 24 Μαΐου 1960 xyxy=(30,22,190,37)
cinema-name: ΜΕΤΡΟ — Τηλ. 79918 xyxy=(478,1776,595,1787)
funeral-footer: Ἡ παρούσα θεωρεῖται ὡς ἰδιαιτέρα πρόσκλησις xyxy=(982,458,1106,481)
paragraph: ἡ Ἀρσενικὴ Κλωθὼ θὰ ἀντιμετωπίσῃ τὴν μικτὴν ὁμάδα. xyxy=(1284,1639,1553,1650)
paragraph: Ὁ ὑπ. κ. Βογιατζάκης κ. Μάρτης δὲν ἐξέφρασε τὴν ἱκανοποίησίν του διὰ τὴν βράβευσιν τοῦ Ἑλληνικοῦ Ἰνστιτούτου ἀπὸ τὸ ἐθνικὸν συμβούλιον ἐπιστημονικῆς ἔρευνας. xyxy=(962,758,1126,841)
paragraph: ΒΕΛΙΓΡΑΔΙ 22 — Κατὰ τοὺς διεξαχθέντας ἐνταῦθα διεθνεῖς ἀγῶνας στίβου ὁ Ἰταλὸς Ἀθλητὴς ἀνεδείχθη νικητὴς εἰς τὰ 100 μέτρα. xyxy=(962,1437,1160,1484)
paragraph: Δρόμος 3.000 μέτρων στιπλ: 1) Παπαβασιλείου (Ἑλλάς) 8'53''7, 2) Ἐρμπε (Γαλλία) 9'00.2, 3) Ἀμὲρ (Γαλλία) 9'18''. xyxy=(1167,1263,1365,1310)
stadium-kicker: ΤΗΝ ΠΡΟΣΕΧΗ ΚΥΡΙΑΚΗΝ xyxy=(1246,50,1462,66)
auction-title: ΜΕΓΑΣ ΠΑΙΔΙΚΟΣ ΧΟΡΟΣ ΕΝ ΑΛΕΞΑΝΔΡΕΙΑ xyxy=(34,1259,194,1313)
paragraph: Χθὲς τὴν πρωΐαν ἐγένετο ἡ εὐχάριστη ἐκδρομὴ τῶν ἐνοίκων τοῦ Ἀντωνιαδείου καὶ Δαβαρακείου οἴκου εὐγηρίας εἰς τὸ Ἀμπουκύρ, τῇ πρωτοβουλίᾳ τῆς Ἐπιτροπῆς Κυριῶν. Οἱ γέροντες ἀπήλαυσαν τὴν θάλασσαν καὶ τὴν πλουσίαν φιλοξενίαν. xyxy=(478,1393,710,1473)
paragraph: ΟΙ Εἶναι συνήθως πολύτεροι, ὑψηλότεροι καὶ ἐκπαιδευτικοί. Ἐπέρχονται ἐνδιαφέρον ἀπὸ τὸν χῶρον τῶν σχολείων καὶ τῶν παιδιῶν ποὺ φοιτοῦν εἰς αὐτά. xyxy=(30,775,235,842)
paragraph: ΒΕΛΙΓΡΑΔΙ 22 — Κατὰ τοὺς διεξαχθέντας ἐνταῦθα διεθνεῖς ἀγῶνας στίβου ὁ Ἰταλὸς Ἀθλητὴς ἀνεδείχθη νικητὴς εἰς τὰ 100 μέτρα. xyxy=(962,1374,1160,1421)
years-ago-box xyxy=(250,1191,464,1282)
sports-subtitle: Τὸ Διεθνὲς ποδόσφαιρον. — Ἐματαιώθη ὁ ἀγὼν Ἰσπανίας — Ρωσσίας. — Ἀγρία συμπλοκὴ μεταξὺ Ἑλληνικῶν ποδοσφαιρικῶν ὁμάδων. xyxy=(962,1199,1570,1222)
club-signature: Α. ΚΩΝΣΤΑΝΤΙΝΙΔΗΣ xyxy=(1405,510,1523,521)
paragraph: ΤΑ ΤΕΛΕΥΤΑΙΑ ἐνάλληψα, τῆς Καρδιάτης καὶ τῆς δόξη πάντα τὸν Ἀγγλικοῦ νοῦ, τῆς ξαφνικῆς παρουσίας μας εἶπε ὁ ὑπουργὸς νὰ γίνῃ ἡ ἐπιστολὴ ἐκεῖ. xyxy=(250,1046,464,1112)
paragraph: ΥΠΑΡΧΟΥΝ, ὅμως καὶ παιδιὰ ποὺ ἀσφυκτιοῦν νὰ ἀναπνεύσουν στὰ λίγα γραφεῖα ποὺ ἐργάζονται μὲ σχετικὴ ἀνεπάρκεια. xyxy=(30,918,235,971)
paragraph: ΒΕΛΙΓΡΑΔΙ 22 — Κατὰ τοὺς διεξαχθέντας ἐνταῦθα διεθνεῖς ἀγῶνας στίβου ὁ Ἰταλὸς Ἀθλητὴς ἀνεδείχθη νικητὴς εἰς τὰ 100 μέτρα. xyxy=(962,1263,1160,1310)
sports-subhead: Ο ΠΑΠΑΒΑΣΙΛΕΙΟΥ ΕΘΡΙΑΜΒΕΥΣΕ ΕΙΣ ΤΑ 3.000 μ. xyxy=(966,1488,1156,1511)
funeral-text: θανόντα χθὲς κηδεύομεν σήμερον Τρίτην καὶ ὥραν 10ην π.μ. ἐκ τοῦ Ἱεροῦ Ναοῦ τῶν Ἁγίων Κωνσταντίνου καὶ Ἑλένης. Ἡ σύζυγος Κ. Μουραφέτη, Οἱ ἀδελφοί, Οἱ ἀνεψιοί. xyxy=(966,370,1122,453)
paragraph: Ἐλάβομεν καὶ εὐχαρίστως δημοσιεύομεν τὴν κατωτέρω ἐπιστολήν: «Ἀξιότιμε Κύριε Διευθυντά, ὁ Ὅμιλος μας εἶναι ἀπὸ τοὺς παλαιοτέρους τῆς πόλεώς μας καὶ ἔχει διακριθῇ εἰς πλείστους ἀγῶνας.» xyxy=(1138,546,1350,626)
cinema-film: LIBEL (Ὀλίβια ντὲ Χάβιλαντ) xyxy=(478,1788,620,1799)
divider xyxy=(962,1228,1570,1229)
sports-subhead: ΟΥΓΓΑΡΙΑ — ΑΓΓΛΙΑ 2-0 (0-0) xyxy=(980,1362,1142,1373)
cinema-name: ΣΑΝ ΤΖΑΙΗΜΣ xyxy=(719,1764,798,1775)
sports-subhead: ΒΟΥΛΓΑΡΙΑ — ΡΟΥΜΑΝΙΑ 2-0 xyxy=(980,1425,1142,1436)
